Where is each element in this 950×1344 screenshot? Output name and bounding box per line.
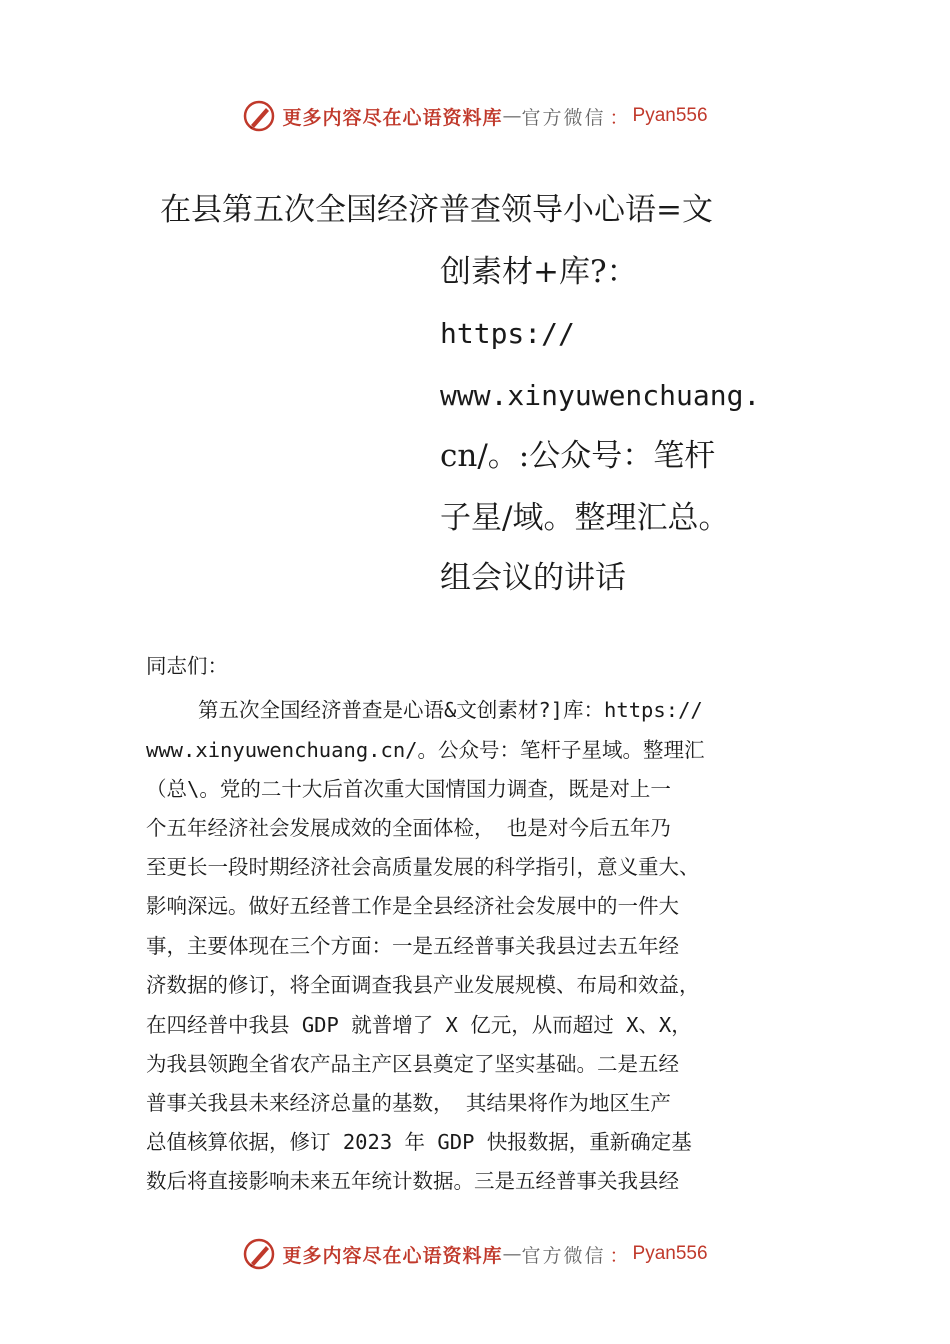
paragraph-line: 影响深远。做好五经普工作是全县经济社会发展中的一件大 bbox=[146, 894, 679, 918]
paragraph-line: （总\。党的二十大后首次重大国情国力调查，既是对上一 bbox=[146, 777, 671, 801]
watermark-colon: ： bbox=[609, 106, 629, 129]
paragraph-line: 第五次全国经济普查是心语&文创素材?]库：https:// bbox=[198, 698, 703, 722]
title-line: 在县第五次全国经济普查领导小心语=文 bbox=[160, 192, 713, 228]
title-line: www.xinyuwenchuang. bbox=[440, 379, 761, 412]
paragraph-line: 至更长一段时期经济社会高质量发展的科学指引，意义重大、 bbox=[146, 855, 700, 879]
watermark-handle: Pyan556 bbox=[632, 105, 708, 126]
paragraph-line: www.xinyuwenchuang.cn/。公众号：笔杆子星域。整理汇 bbox=[146, 738, 705, 762]
watermark-wechat-label: 官方微信 bbox=[521, 106, 606, 129]
title-line: 子星/域。整理汇总。 bbox=[440, 500, 730, 536]
title-line: 组会议的讲话 bbox=[440, 560, 626, 596]
watermark-dash: — bbox=[502, 1243, 522, 1265]
pen-circle-logo-icon bbox=[242, 99, 276, 133]
paragraph-line: 在四经普中我县 GDP 就普增了 X 亿元，从而超过 X、X， bbox=[146, 1013, 692, 1037]
pen-circle-logo-icon bbox=[242, 1237, 276, 1271]
footer-watermark bbox=[0, 1234, 950, 1274]
title-line: cn/。:公众号：笔杆 bbox=[440, 438, 716, 474]
paragraph-line: 个五年经济社会发展成效的全面体检， 也是对今后五年乃 bbox=[146, 816, 671, 840]
watermark-colon: ： bbox=[609, 1244, 629, 1267]
watermark-dash: — bbox=[502, 105, 522, 127]
title-line: https:// bbox=[440, 317, 575, 350]
paragraph-line: 总值核算依据，修订 2023 年 GDP 快报数据，重新确定基 bbox=[146, 1130, 692, 1154]
watermark-handle: Pyan556 bbox=[632, 1243, 708, 1264]
paragraph-line: 数后将直接影响未来五年统计数据。三是五经普事关我县经 bbox=[146, 1169, 679, 1193]
header-watermark bbox=[0, 96, 950, 136]
title-line: 创素材+库?： bbox=[440, 254, 638, 290]
paragraph-line: 事，主要体现在三个方面：一是五经普事关我县过去五年经 bbox=[146, 934, 679, 958]
paragraph-line: 普事关我县未来经济总量的基数， 其结果将作为地区生产 bbox=[146, 1091, 671, 1115]
paragraph-line: 济数据的修订，将全面调查我县产业发展规模、布局和效益， bbox=[146, 973, 700, 997]
watermark-brand: 更多内容尽在心语资料库 bbox=[282, 106, 503, 129]
paragraph-line: 为我县领跑全省农产品主产区县奠定了坚实基础。二是五经 bbox=[146, 1052, 679, 1076]
watermark-brand: 更多内容尽在心语资料库 bbox=[282, 1244, 503, 1267]
salutation: 同志们： bbox=[146, 654, 228, 678]
watermark-wechat-label: 官方微信 bbox=[521, 1244, 606, 1267]
